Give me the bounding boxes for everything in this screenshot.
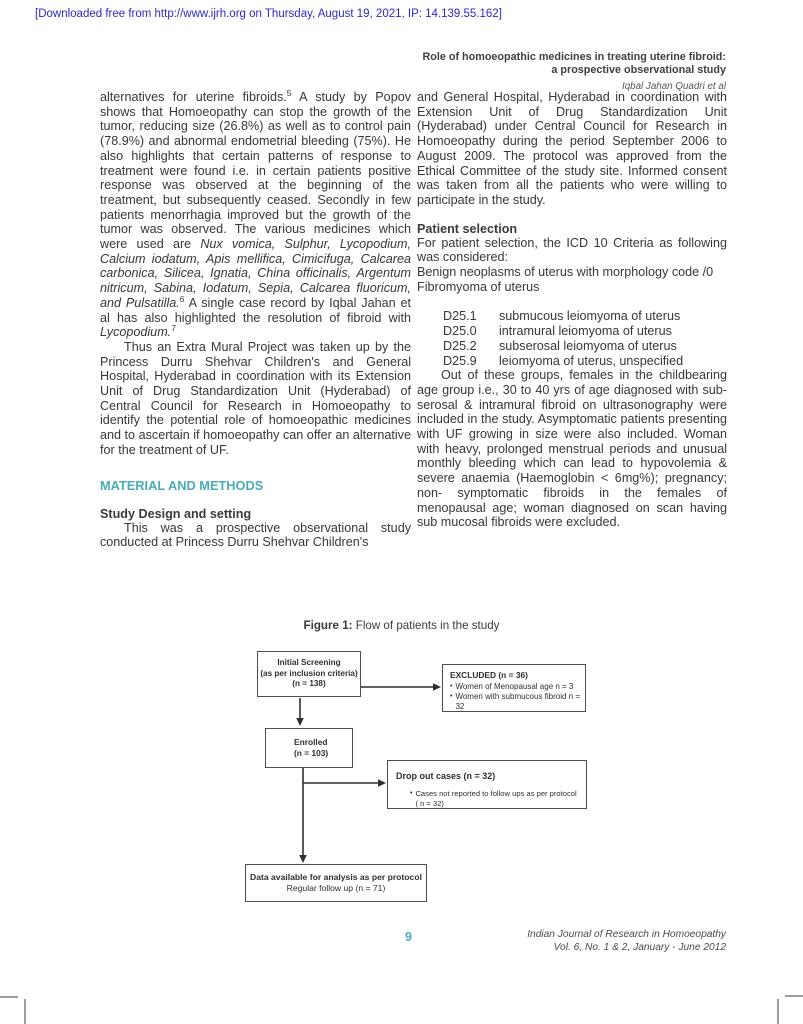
- page-number: 9: [405, 930, 412, 944]
- box-bullet-item: [450, 692, 581, 712]
- bullet-text: Cases not reported to follow ups as per protocol ( n = 32): [415, 789, 577, 808]
- bullet-text: Women with submucous fibroid n = 32: [455, 692, 581, 711]
- reference-superscript-6: 6: [179, 293, 185, 304]
- icd-code: D25.0: [443, 324, 477, 339]
- flowchart-box-data-analysis: [245, 864, 427, 902]
- icd-code-list: [443, 309, 727, 368]
- flowchart-box-excluded: [442, 664, 586, 712]
- running-head-authors: Iqbal Jahan Quadri et al: [621, 81, 726, 92]
- icd-code: D25.9: [443, 353, 477, 368]
- box-line: (as per inclusion criteria): [260, 668, 358, 678]
- journal-name: Indian Journal of Research in Homoeopathy: [527, 929, 726, 940]
- icd-row: [443, 309, 727, 324]
- box-line: Initial Screening: [277, 658, 341, 668]
- figure-caption-label: Figure 1:: [303, 619, 353, 632]
- icd-row: [443, 324, 727, 339]
- icd-label: intramural leiomyoma of uterus: [499, 324, 672, 339]
- paragraph-icd-criteria: For patient selection, the ICD 10 Criteria as following was considered:: [417, 235, 727, 265]
- journal-volume-info: Vol. 6, No. 1 & 2, January - June 2012: [553, 941, 726, 953]
- bullet-text: Women of Menopausal age n = 3: [455, 682, 574, 691]
- paragraph-popov-study: [100, 87, 411, 340]
- flowchart-box-initial-screening: [257, 651, 361, 697]
- running-head: [422, 51, 726, 92]
- running-head-title-line2: a prospective observational study: [551, 64, 726, 76]
- figure-caption-text: Flow of patients in the study: [352, 619, 500, 632]
- box-title: EXCLUDED (n = 36): [450, 670, 528, 680]
- text-segment: A single case record by Iqbal Jahan et al has also highlighted the resolution of fibroid with: [100, 295, 411, 325]
- crop-mark-bottom-right-horizontal: [785, 995, 803, 997]
- box-line: Data available for analysis as per protocol: [250, 872, 422, 883]
- icd-label: leiomyoma of uterus, unspecified: [499, 353, 684, 368]
- subheading-patient-selection: Patient selection: [417, 221, 518, 236]
- bullet-icon: •: [450, 683, 453, 690]
- reference-superscript-7: 7: [171, 323, 176, 334]
- flowchart-box-dropout: [387, 760, 587, 809]
- box-line: Regular follow up (n = 71): [286, 883, 386, 893]
- box-line: (n = 138): [292, 679, 326, 689]
- left-column: [100, 87, 411, 550]
- paragraph-inclusion-exclusion: Out of these groups, females in the childbearing age group i.e., 30 to 40 yrs of age diagnosed with sub-serosal & intramural fibroid on ultrasonography were included in the study. Asymptomatic patients presenting with UF growing in size were also included. Woman with heavy, prolonged menstrual periods and unusual monthly bleeding which can lead to hypovolemia & severe anaemia (Haemoglobin < 6mg%); pregnancy; non- symptomatic fibroids in the females of menopausal age; woman diagnosed on scan having sub mucosal fibroids were excluded.: [417, 368, 727, 530]
- box-bullet-item: [450, 682, 581, 692]
- bullet-icon: •: [450, 693, 453, 700]
- crop-mark-bottom-left-vertical: [24, 999, 26, 1024]
- remedy-name-italic: Lycopodium.: [100, 325, 172, 340]
- box-bullet-item: [396, 789, 580, 809]
- paragraph-fibromyoma: Fibromyoma of uterus: [417, 279, 540, 294]
- reference-superscript-5: 5: [286, 87, 292, 98]
- journal-citation: [527, 929, 726, 954]
- icd-row: [443, 354, 727, 369]
- download-watermark: [Downloaded free from http://www.ijrh.org on Thursday, August 19, 2021, IP: 14.139.55.162]: [35, 8, 502, 20]
- paragraph-study-design: This was a prospective observational study conducted at Princess Durru Shehvar Children's: [100, 520, 411, 550]
- crop-mark-bottom-left-horizontal: [0, 996, 18, 998]
- box-line: Enrolled: [294, 737, 328, 748]
- icd-code: D25.1: [443, 309, 477, 324]
- subheading-study-design: Study Design and setting: [100, 506, 252, 521]
- icd-row: [443, 339, 727, 354]
- flowchart-box-enrolled: [265, 728, 353, 768]
- figure-caption: [0, 619, 803, 632]
- icd-code: D25.2: [443, 338, 477, 353]
- icd-label: subserosal leiomyoma of uterus: [499, 338, 677, 353]
- text-segment: alternatives for uterine fibroids.: [100, 90, 287, 104]
- paragraph-extra-mural-project: Thus an Extra Mural Project was taken up by the Princess Durru Shehvar Children's and General Hospital, Hyderabad in coordination with its Extension Unit of Drug Standardization Unit (Hyderabad) of Central Council for Research in Homoeopathy to identify the potential role of homoeopathic medicines and to ascertain if homoeopathy can offer an alternative for the treatment of UF.: [100, 339, 411, 457]
- box-line: (n = 103): [294, 748, 329, 758]
- section-heading-material-and-methods: MATERIAL AND METHODS: [100, 477, 264, 493]
- box-title: Drop out cases (n = 32): [396, 771, 496, 781]
- bullet-icon: •: [410, 790, 413, 797]
- icd-label: submucous leiomyoma of uterus: [499, 309, 681, 324]
- remedy-names-italic: Nux vomica, Sulphur, Lycopodium, Calcium iodatum, Apis mellifica, Cimicifuga, Calcarea carbonica, Silicea, Ignatia, China officinalis, Argentum nitricum, Sabina, Iodatum, Sepia, Calcarea fluoricum, and Pulsatilla.: [100, 237, 411, 310]
- right-column: [417, 90, 727, 530]
- paragraph-hospital-coordination: and General Hospital, Hyderabad in coordination with Extension Unit of Drug Standardization Unit (Hyderabad) under Central Council for Research in Homoeopathy during the period September 2006 to August 2009. The protocol was approved from the Ethical Committee of the study site. Informed consent was taken from all the patients who were willing to participate in the study.: [417, 90, 727, 207]
- running-head-title-line1: Role of homoeopathic medicines in treating uterine fibroid:: [422, 51, 726, 63]
- crop-mark-bottom-right-vertical: [777, 999, 779, 1024]
- text-segment: A study by Popov shows that Homoeopathy can stop the growth of the tumor, reducing size (26.8%) as well as to control pain (78.9%) and abnormal endometrial bleeding (75%). He also highlights that certain patterns of response to treatment were found i.e. in certain patients positive response was observed at the beginning of the treatment, but subsequently ceased. Secondly in few patients menorrhagia improved but the growth of the tumor was observed. The various medicines which were used are: [100, 90, 411, 252]
- paragraph-benign-neoplasms: Benign neoplasms of uterus with morphology code /0: [417, 265, 714, 280]
